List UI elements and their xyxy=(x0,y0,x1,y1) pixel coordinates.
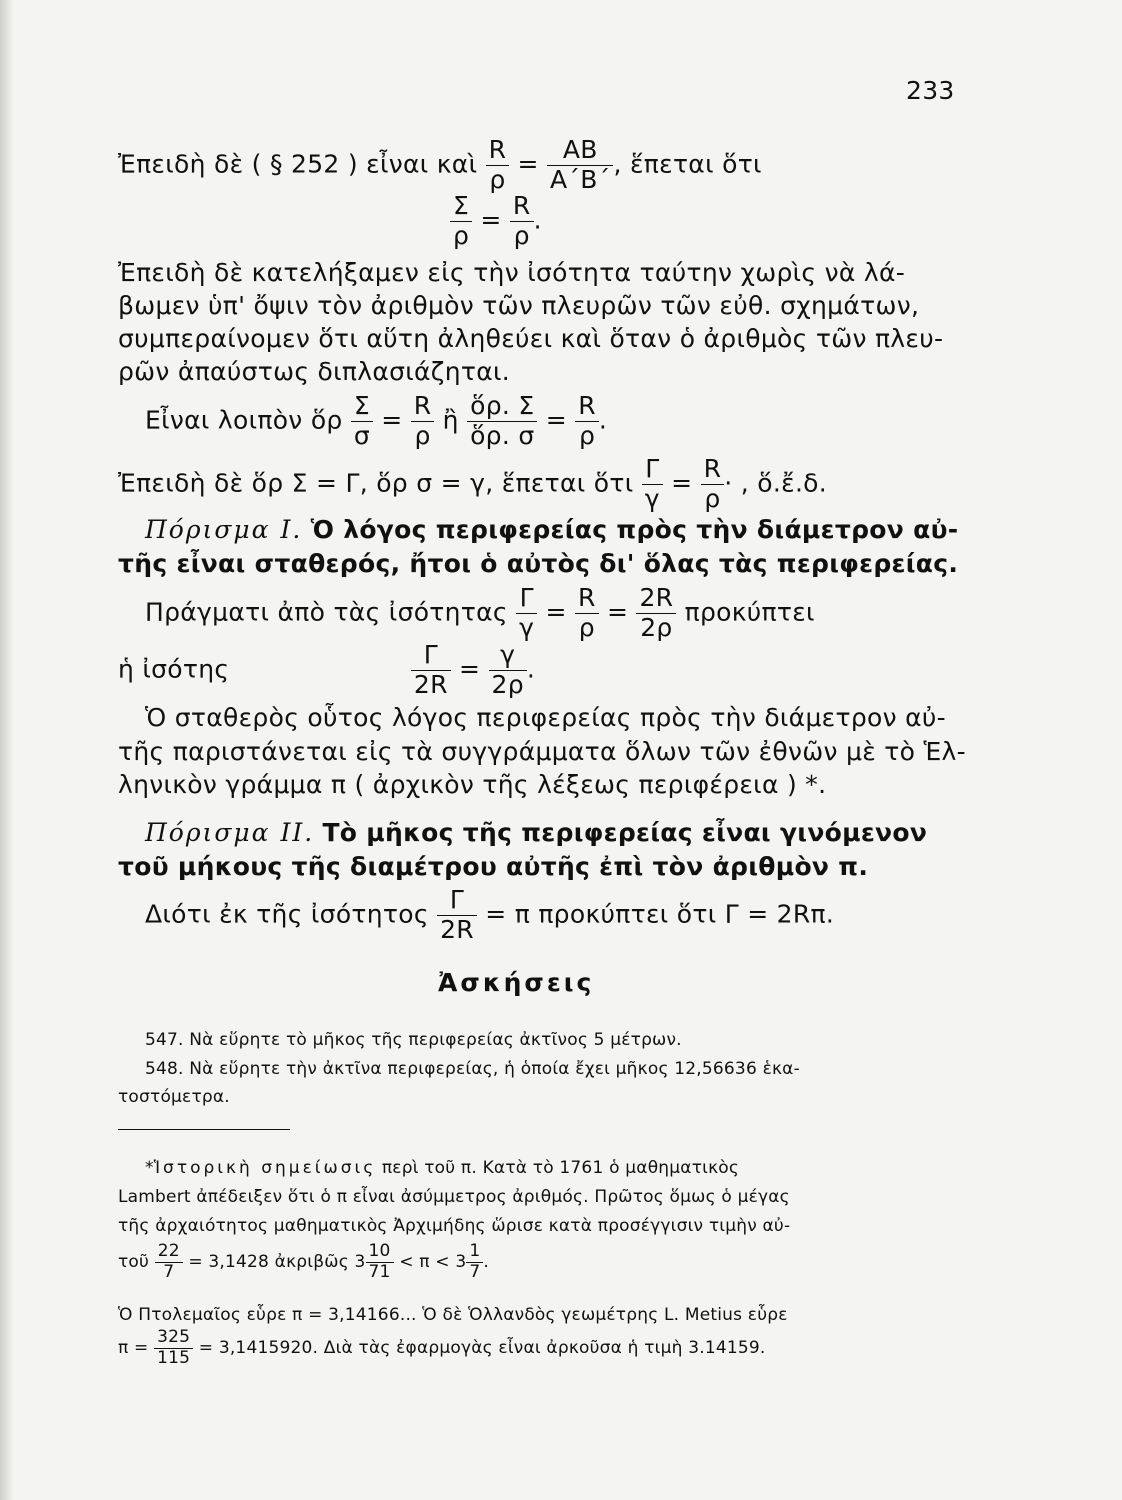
fraction: $\frac{R}{\rho}$ xyxy=(575,584,599,643)
fraction: $\frac{\text{ὅρ. Σ}}{\text{ὅρ. σ}}$ xyxy=(467,392,537,451)
fraction: $\frac{22}{7}$ xyxy=(155,1242,183,1282)
footnote-divider xyxy=(118,1129,290,1130)
equation-line-7: Διότι ἐκ τῆς ἰσότητος $\frac{\Gamma}{2R}$ = π προκύπτει ὅτι Γ = 2Rπ. xyxy=(145,885,835,944)
equation-line-2: $\frac{\Sigma}{\rho}$ = $\frac{R}{\rho}$ . xyxy=(450,192,542,251)
fraction: $\frac{R}{\rho}$ xyxy=(510,192,534,251)
footnote-equation: π = $\frac{325}{115}$ = 3,1415920. Διὰ τὰς ἐφαρμογὰς εἶναι ἀρκοῦσα ἡ τιμὴ 3.14159. xyxy=(118,1327,766,1368)
fraction: $\frac{\Gamma}{\gamma}$ xyxy=(642,455,663,514)
fraction: $\frac{\gamma}{2\rho}$ xyxy=(489,641,527,700)
corollary-label: Πόρισμα ΙΙ. xyxy=(145,818,315,847)
footnote-line: Ὁ Πτολεμαῖος εὗρε π = 3,14166... Ὁ δὲ Ὁλλανδὸς γεωμέτρης L. Metius εὗρε xyxy=(118,1305,788,1325)
paragraph-line: συμπεραίνομεν ὅτι αὕτη ἀληθεύει καὶ ὅταν ὁ ἀριθμὸς τῶν πλευ- xyxy=(118,324,944,353)
fraction: $\frac{\Gamma}{\gamma}$ xyxy=(516,584,537,643)
exercise-548-cont: τοστόμετρα. xyxy=(118,1087,230,1107)
corollary-1-line: Πόρισμα Ι. Ὁ λόγος περιφερείας πρὸς τὴν διάμετρον αὐ- xyxy=(145,515,959,544)
fraction: $\frac{R}{\rho}$ xyxy=(486,136,510,195)
footnote-line: Lambert ἀπέδειξεν ὅτι ὁ π εἶναι ἀσύμμετρος ἀριθμός. Πρῶτος ὅμως ὁ μέγας xyxy=(118,1187,790,1207)
corollary-2-text: τοῦ μήκους τῆς διαμέτρου αὐτῆς ἐπὶ τὸν ἀριθμὸν π. xyxy=(118,852,869,881)
page-edge-shadow xyxy=(0,0,14,1500)
fraction: $\frac{2R}{2\rho}$ xyxy=(636,584,676,643)
paragraph-line: βωμεν ὑπ' ὄψιν τὸν ἀριθμὸν τῶν πλευρῶν τῶν εὐθ. σχημάτων, xyxy=(118,291,920,320)
footnote-equation: τοῦ $\frac{22}{7}$ = 3,1428 ἀκριβῶς 3 $\frac{10}{71}$ < π < 3 $\frac{1}{7}$ . xyxy=(118,1241,489,1282)
equation-line-5: Πράγματι ἀπὸ τὰς ἰσότητας $\frac{\Gamma}{\gamma}$ = $\frac{R}{\rho}$ = $\frac{2R}{2\rho}$ προκύπτει xyxy=(145,583,815,642)
fraction: $\frac{325}{115}$ xyxy=(154,1328,193,1368)
equation-line-3: Εἶναι λοιπὸν ὅρ $\frac{\Sigma}{\sigma}$ = $\frac{R}{\rho}$ ἢ $\frac{\text{ὅρ. Σ}}{\text{ὅρ. σ}}$ = $\frac{R}{\rho}$ . xyxy=(145,391,608,450)
fraction: $\frac{10}{71}$ xyxy=(366,1242,394,1282)
fraction: $\frac{R}{\rho}$ xyxy=(575,392,599,451)
fraction: $\frac{1}{7}$ xyxy=(466,1242,483,1282)
footnote-line: *Ἱστορικὴ σημείωσις περὶ τοῦ π. Κατὰ τὸ 1761 ὁ μαθηματικὸς xyxy=(145,1158,740,1178)
footnote-line: τῆς ἀρχαιότητος μαθηματικὸς Ἀρχιμήδης ὥρισε κατὰ προσέγγισιν τιμὴν αὐ- xyxy=(118,1216,791,1236)
fraction: $\frac{\Gamma}{2R}$ xyxy=(411,641,451,700)
fraction: $\frac{AB}{A΄B΄}$ xyxy=(547,136,613,195)
corollary-label: Πόρισμα Ι. xyxy=(145,515,303,544)
fraction: $\frac{\Gamma}{2R}$ xyxy=(437,886,477,945)
fraction: $\frac{\Sigma}{\rho}$ xyxy=(450,192,472,251)
fraction: $\frac{\Sigma}{\sigma}$ xyxy=(351,392,373,451)
exercise-547: 547. Νὰ εὕρητε τὸ μῆκος τῆς περιφερείας ἀκτῖνος 5 μέτρων. xyxy=(145,1030,682,1050)
paragraph-line: Ὁ σταθερὸς οὗτος λόγος περιφερείας πρὸς τὴν διάμετρον αὐ- xyxy=(145,703,946,732)
corollary-1-text: τῆς εἶναι σταθερός, ἤτοι ὁ αὐτὸς δι' ὅλας τὰς περιφερείας. xyxy=(118,549,959,578)
equation-line-1: Ἐπειδὴ δὲ ( § 252 ) εἶναι καὶ $\frac{R}{\rho}$ = $\frac{AB}{A΄B΄}$ , ἕπεται ὅτι xyxy=(118,135,762,194)
paragraph-line: ρῶν ἀπαύστως διπλασιάζηται. xyxy=(118,357,510,386)
paragraph-line: ληνικὸν γράμμα π ( ἀρχικὸν τῆς λέξεως περιφέρεια ) *. xyxy=(118,770,827,799)
page-number: 233 xyxy=(906,76,955,105)
paragraph-line: τῆς παριστάνεται εἰς τὰ συγγράμματα ὅλων τῶν ἐθνῶν μὲ τὸ Ἑλ- xyxy=(118,737,966,766)
exercise-548: 548. Νὰ εὕρητε τὴν ἀκτῖνα περιφερείας, ἡ ὁποία ἔχει μῆκος 12,56636 ἑκα- xyxy=(145,1059,800,1079)
exercises-heading: Ἀσκήσεις xyxy=(438,968,595,997)
equation-line-6: ἡ ἰσότης $\frac{\Gamma}{2R}$ = $\frac{\gamma}{2\rho}$ . xyxy=(118,640,536,699)
fraction: $\frac{R}{\rho}$ xyxy=(411,392,435,451)
corollary-2-line: Πόρισμα ΙΙ. Τὸ μῆκος τῆς περιφερείας εἶναι γινόμενον xyxy=(145,818,928,847)
equation-line-4: Ἐπειδὴ δὲ ὅρ Σ = Γ, ὅρ σ = γ, ἕπεται ὅτι $\frac{\Gamma}{\gamma}$ = $\frac{R}{\rho}$ · , ὅ.ἔ.δ. xyxy=(118,454,828,513)
fraction: $\frac{R}{\rho}$ xyxy=(701,455,725,514)
paragraph-line: Ἐπειδὴ δὲ κατελήξαμεν εἰς τὴν ἰσότητα ταύτην χωρὶς νὰ λά- xyxy=(118,258,906,287)
